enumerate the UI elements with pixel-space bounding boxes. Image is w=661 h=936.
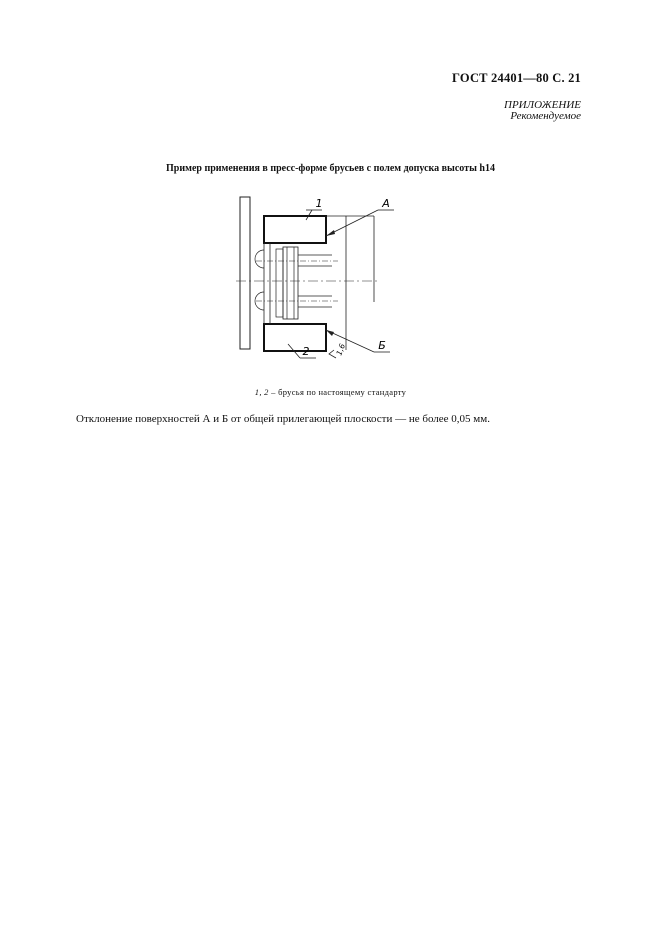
- surface-b-label: Б: [378, 339, 386, 352]
- part1-label: 1: [315, 197, 323, 210]
- figure-caption: [0, 387, 661, 397]
- caption-numbers: 1, 2: [254, 387, 269, 397]
- left-plate: [240, 197, 250, 349]
- part2-label: 2: [302, 345, 310, 358]
- standard-header: ГОСТ 24401—80 С. 21: [452, 71, 581, 85]
- bar-1: [264, 216, 326, 243]
- guide-block: [283, 247, 298, 319]
- caption-text: – брусья по настоящему стандарту: [268, 387, 407, 397]
- bar-2: [264, 324, 326, 351]
- figure-title: Пример применения в пресс-форме брусьев с полем допуска высоты h14: [166, 163, 495, 174]
- mold-drawing: [228, 180, 418, 380]
- surface-a-label: А: [382, 197, 390, 210]
- deviation-note: Отклонение поверхностей А и Б от общей прилегающей плоскости — не более 0,05 мм.: [76, 413, 490, 425]
- appendix-block: [504, 100, 581, 122]
- appendix-status: Рекомендуемое: [510, 110, 581, 122]
- roughness-label: 1,6: [334, 342, 347, 357]
- appendix-title: ПРИЛОЖЕНИЕ: [504, 99, 581, 111]
